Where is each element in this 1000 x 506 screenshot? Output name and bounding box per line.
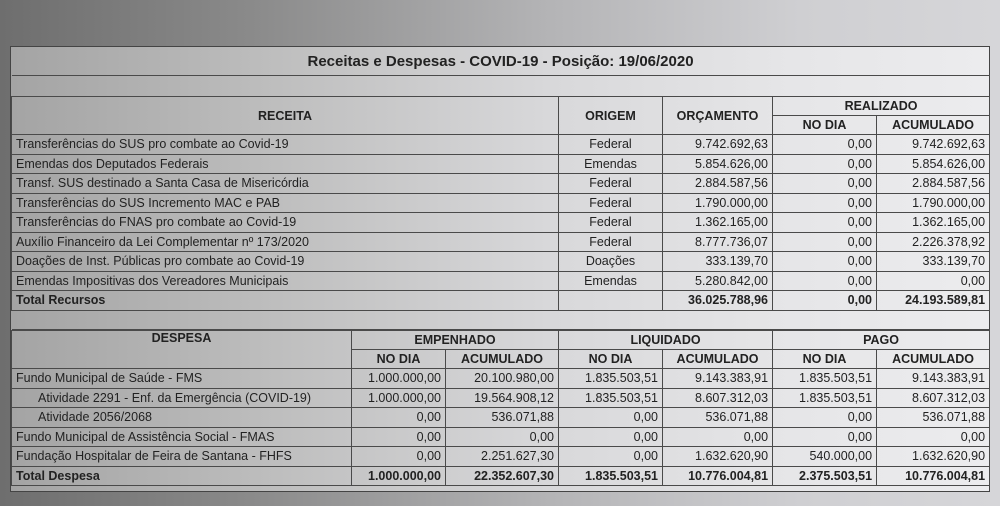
pago-acum-cell: 8.607.312,03	[877, 388, 990, 408]
orcamento-cell: 5.280.842,00	[663, 271, 773, 291]
pago-dia-cell: 540.000,00	[773, 447, 877, 467]
pago-acum-cell: 0,00	[877, 427, 990, 447]
liq-acum-cell: 9.143.383,91	[663, 369, 773, 389]
emp-acum-cell: 20.100.980,00	[446, 369, 559, 389]
origem-cell: Federal	[559, 174, 663, 194]
header-origem: ORIGEM	[559, 97, 663, 135]
receita-label: Doações de Inst. Públicas pro combate ao Covid-19	[12, 252, 559, 272]
liq-dia-cell: 1.835.503,51	[559, 369, 663, 389]
header-pago: PAGO	[773, 331, 990, 350]
liq-dia-cell: 0,00	[559, 427, 663, 447]
orcamento-cell: 5.854.626,00	[663, 154, 773, 174]
acumulado-cell: 9.742.692,63	[877, 135, 990, 155]
origem-cell: Federal	[559, 232, 663, 252]
table-row	[12, 447, 990, 467]
despesa-label: Fundação Hospitalar de Feira de Santana - FHFS	[12, 447, 352, 467]
despesa-label: Fundo Municipal de Saúde - FMS	[12, 369, 352, 389]
origem-cell: Federal	[559, 135, 663, 155]
header-receita: RECEITA	[12, 97, 559, 135]
header-pago-no-dia: NO DIA	[773, 350, 877, 369]
receita-label: Emendas dos Deputados Federais	[12, 154, 559, 174]
header-empenhado: EMPENHADO	[352, 331, 559, 350]
pago-dia-cell: 0,00	[773, 408, 877, 428]
orcamento-cell: 1.790.000,00	[663, 193, 773, 213]
total-acumulado: 24.193.589,81	[877, 291, 990, 311]
total-no-dia: 0,00	[773, 291, 877, 311]
emp-acum-cell: 536.071,88	[446, 408, 559, 428]
header-pago-acumulado: ACUMULADO	[877, 350, 990, 369]
emp-dia-cell: 0,00	[352, 427, 446, 447]
emp-acum-cell: 0,00	[446, 427, 559, 447]
acumulado-cell: 5.854.626,00	[877, 154, 990, 174]
table-row	[12, 213, 990, 233]
blank-row	[12, 76, 990, 97]
no-dia-cell: 0,00	[773, 252, 877, 272]
despesa-label: Atividade 2056/2068	[12, 408, 352, 428]
no-dia-cell: 0,00	[773, 174, 877, 194]
emp-acum-cell: 19.564.908,12	[446, 388, 559, 408]
header-emp-no-dia: NO DIA	[352, 350, 446, 369]
despesa-label: Fundo Municipal de Assistência Social - FMAS	[12, 427, 352, 447]
liq-acum-cell: 1.632.620,90	[663, 447, 773, 467]
header-emp-acumulado: ACUMULADO	[446, 350, 559, 369]
no-dia-cell: 0,00	[773, 135, 877, 155]
liq-dia-cell: 1.835.503,51	[559, 388, 663, 408]
total-despesa-label: Total Despesa	[12, 466, 352, 486]
table-row	[12, 232, 990, 252]
table-row	[12, 252, 990, 272]
table-row	[12, 271, 990, 291]
total-row	[12, 466, 990, 486]
table-row	[12, 369, 990, 389]
acumulado-cell: 1.362.165,00	[877, 213, 990, 233]
table-row	[12, 174, 990, 194]
orcamento-cell: 8.777.736,07	[663, 232, 773, 252]
emp-dia-cell: 0,00	[352, 408, 446, 428]
no-dia-cell: 0,00	[773, 271, 877, 291]
header-acumulado: ACUMULADO	[877, 116, 990, 135]
total-emp-acum: 22.352.607,30	[446, 466, 559, 486]
total-row	[12, 291, 990, 311]
despesas-table	[11, 330, 990, 486]
no-dia-cell: 0,00	[773, 232, 877, 252]
orcamento-cell: 333.139,70	[663, 252, 773, 272]
acumulado-cell: 2.226.378,92	[877, 232, 990, 252]
pago-dia-cell: 0,00	[773, 427, 877, 447]
spreadsheet-printout	[10, 46, 990, 492]
pago-acum-cell: 536.071,88	[877, 408, 990, 428]
header-liquidado: LIQUIDADO	[559, 331, 773, 350]
origem-cell: Doações	[559, 252, 663, 272]
origem-cell: Federal	[559, 193, 663, 213]
receita-label: Auxílio Financeiro da Lei Complementar nº 173/2020	[12, 232, 559, 252]
orcamento-cell: 1.362.165,00	[663, 213, 773, 233]
pago-acum-cell: 9.143.383,91	[877, 369, 990, 389]
liq-acum-cell: 8.607.312,03	[663, 388, 773, 408]
receita-label: Transf. SUS destinado a Santa Casa de Misericórdia	[12, 174, 559, 194]
origem-cell: Emendas	[559, 154, 663, 174]
no-dia-cell: 0,00	[773, 154, 877, 174]
origem-cell: Emendas	[559, 271, 663, 291]
emp-dia-cell: 0,00	[352, 447, 446, 467]
total-liq-dia: 1.835.503,51	[559, 466, 663, 486]
header-no-dia: NO DIA	[773, 116, 877, 135]
acumulado-cell: 333.139,70	[877, 252, 990, 272]
receita-label: Emendas Impositivas dos Vereadores Municipais	[12, 271, 559, 291]
orcamento-cell: 9.742.692,63	[663, 135, 773, 155]
acumulado-cell: 0,00	[877, 271, 990, 291]
orcamento-cell: 2.884.587,56	[663, 174, 773, 194]
receita-label: Transferências do SUS Incremento MAC e PAB	[12, 193, 559, 213]
liq-acum-cell: 536.071,88	[663, 408, 773, 428]
acumulado-cell: 1.790.000,00	[877, 193, 990, 213]
liq-acum-cell: 0,00	[663, 427, 773, 447]
pago-acum-cell: 1.632.620,90	[877, 447, 990, 467]
acumulado-cell: 2.884.587,56	[877, 174, 990, 194]
receita-label: Transferências do SUS pro combate ao Covid-19	[12, 135, 559, 155]
total-emp-dia: 1.000.000,00	[352, 466, 446, 486]
header-liq-no-dia: NO DIA	[559, 350, 663, 369]
total-liq-acum: 10.776.004,81	[663, 466, 773, 486]
table-row	[12, 193, 990, 213]
pago-dia-cell: 1.835.503,51	[773, 369, 877, 389]
header-liq-acumulado: ACUMULADO	[663, 350, 773, 369]
receita-label: Transferências do FNAS pro combate ao Covid-19	[12, 213, 559, 233]
origem-cell: Federal	[559, 213, 663, 233]
no-dia-cell: 0,00	[773, 193, 877, 213]
total-orcamento: 36.025.788,96	[663, 291, 773, 311]
header-realizado: REALIZADO	[773, 97, 990, 116]
emp-acum-cell: 2.251.627,30	[446, 447, 559, 467]
table-row	[12, 388, 990, 408]
no-dia-cell: 0,00	[773, 213, 877, 233]
header-despesa: DESPESA	[12, 331, 352, 369]
header-orcamento: ORÇAMENTO	[663, 97, 773, 135]
separator-row	[12, 310, 990, 329]
table-row	[12, 408, 990, 428]
liq-dia-cell: 0,00	[559, 447, 663, 467]
table-row	[12, 135, 990, 155]
receitas-table	[11, 47, 990, 330]
pago-dia-cell: 1.835.503,51	[773, 388, 877, 408]
total-pago-dia: 2.375.503,51	[773, 466, 877, 486]
table-row	[12, 427, 990, 447]
liq-dia-cell: 0,00	[559, 408, 663, 428]
origem-cell	[559, 291, 663, 311]
table-row	[12, 154, 990, 174]
despesa-label: Atividade 2291 - Enf. da Emergência (COVID-19)	[12, 388, 352, 408]
emp-dia-cell: 1.000.000,00	[352, 388, 446, 408]
total-recursos-label: Total Recursos	[12, 291, 559, 311]
emp-dia-cell: 1.000.000,00	[352, 369, 446, 389]
total-pago-acum: 10.776.004,81	[877, 466, 990, 486]
page-title: Receitas e Despesas - COVID-19 - Posição: 19/06/2020	[12, 47, 990, 76]
